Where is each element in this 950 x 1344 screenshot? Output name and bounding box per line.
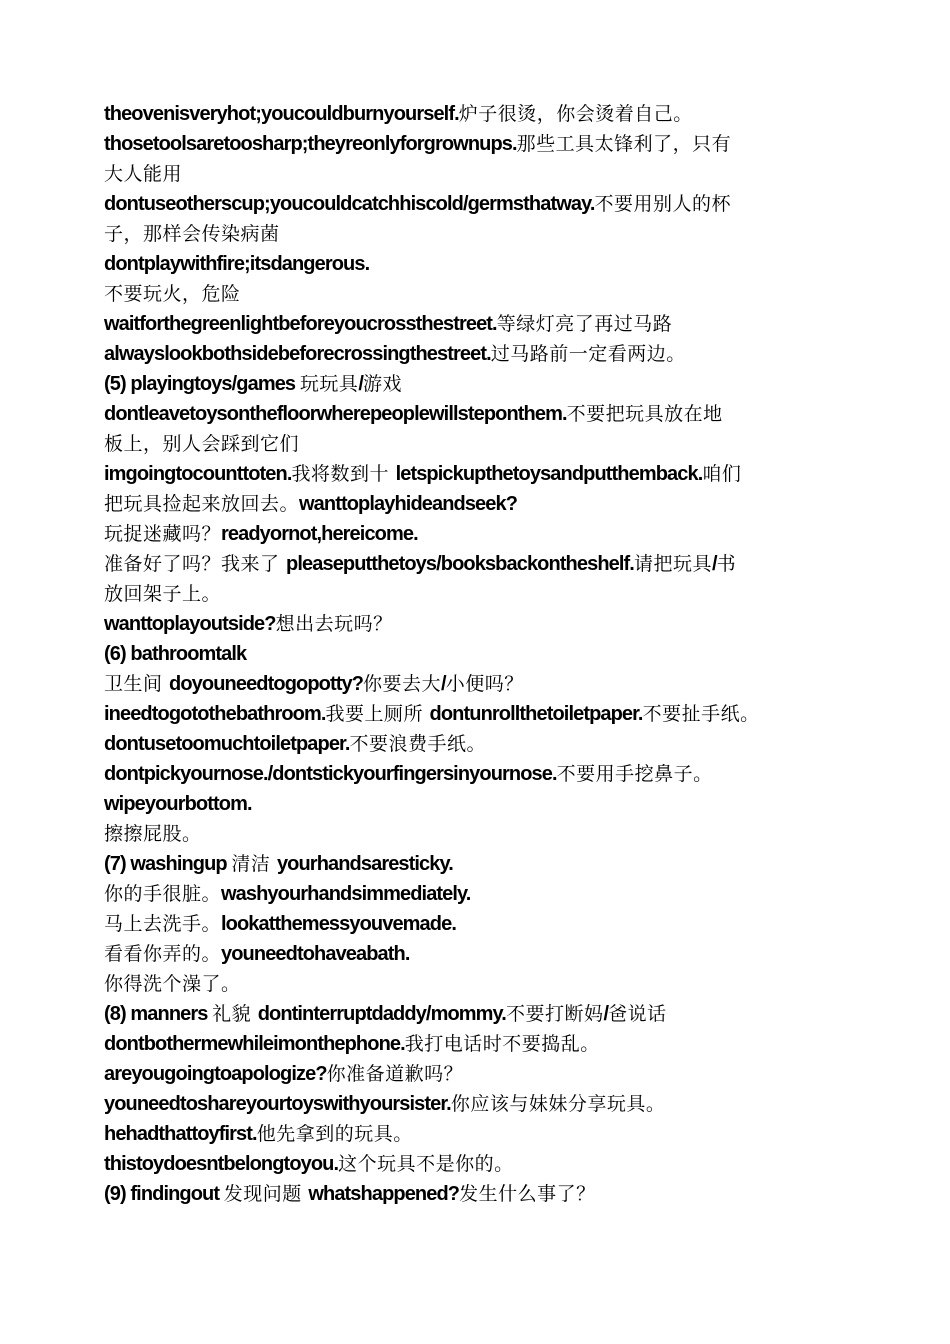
english-phrase: readyornot,hereicome. bbox=[221, 523, 418, 545]
english-phrase: hehadthattoyfirst. bbox=[104, 1123, 257, 1145]
text-line bbox=[104, 188, 884, 218]
chinese-phrase: 把玩具捡起来放回去。 bbox=[104, 493, 300, 515]
chinese-phrase: 擦擦屁股。 bbox=[104, 823, 202, 845]
text-line bbox=[104, 368, 884, 398]
text-line bbox=[104, 608, 884, 638]
text-line bbox=[104, 878, 884, 908]
english-phrase: (8) manners bbox=[104, 1003, 213, 1025]
chinese-phrase: 我要上厕所 bbox=[325, 703, 430, 725]
text-line bbox=[104, 1178, 884, 1208]
chinese-phrase: 礼貌 bbox=[212, 1003, 258, 1025]
english-phrase: wanttoplayhideandseek? bbox=[299, 493, 518, 515]
chinese-phrase: 不要把玩具放在地 bbox=[566, 403, 723, 425]
english-phrase: / bbox=[441, 673, 446, 695]
chinese-phrase: 我将数到十 bbox=[291, 463, 396, 485]
text-line bbox=[104, 428, 884, 458]
english-phrase: areyougoingtoapologize? bbox=[104, 1063, 327, 1085]
text-line bbox=[104, 278, 884, 308]
text-line bbox=[104, 668, 884, 698]
chinese-phrase: 清洁 bbox=[231, 853, 277, 875]
document-page bbox=[104, 98, 884, 1208]
chinese-phrase: 看看你弄的。 bbox=[104, 943, 222, 965]
chinese-phrase: 准备好了吗？我来了 bbox=[104, 553, 287, 575]
english-phrase: wipeyourbottom. bbox=[104, 793, 252, 815]
text-line bbox=[104, 1118, 884, 1148]
chinese-phrase: 爸说话 bbox=[608, 1003, 667, 1025]
text-line bbox=[104, 218, 884, 248]
chinese-phrase: 想出去玩吗？ bbox=[275, 613, 393, 635]
chinese-phrase: 你应该与妹妹分享玩具。 bbox=[450, 1093, 666, 1115]
english-phrase: youneedtoshareyourtoyswithyoursister. bbox=[104, 1093, 451, 1115]
chinese-phrase: 那些工具太锋利了，只有 bbox=[516, 133, 732, 155]
text-line bbox=[104, 758, 884, 788]
english-phrase: dontuseotherscup;youcouldcatchhiscold/germsthatway. bbox=[104, 193, 595, 215]
text-line bbox=[104, 338, 884, 368]
text-line bbox=[104, 458, 884, 488]
english-phrase: doyouneedtogopotty? bbox=[169, 673, 364, 695]
chinese-phrase: 马上去洗手。 bbox=[104, 913, 222, 935]
chinese-phrase: 大人能用 bbox=[104, 163, 183, 185]
text-line bbox=[104, 938, 884, 968]
text-line bbox=[104, 728, 884, 758]
english-phrase: thosetoolsaretoosharp;theyreonlyforgrownups. bbox=[104, 133, 517, 155]
english-phrase: waitforthegreenlightbeforeyoucrossthestreet. bbox=[104, 313, 497, 335]
chinese-phrase: 不要浪费手纸。 bbox=[349, 733, 487, 755]
text-line bbox=[104, 308, 884, 338]
chinese-phrase: 咱们 bbox=[702, 463, 742, 485]
chinese-phrase: 发现问题 bbox=[223, 1183, 309, 1205]
chinese-phrase: 不要打断妈 bbox=[505, 1003, 604, 1025]
text-line bbox=[104, 158, 884, 188]
chinese-phrase: 不要用别人的杯 bbox=[594, 193, 731, 215]
english-phrase: alwayslookbothsidebeforecrossingthestreet. bbox=[104, 343, 491, 365]
text-line bbox=[104, 698, 884, 728]
chinese-phrase: 游戏 bbox=[363, 373, 403, 395]
english-phrase: ineedtogotothebathroom. bbox=[104, 703, 326, 725]
text-line bbox=[104, 518, 884, 548]
chinese-phrase: 不要扯手纸。 bbox=[642, 703, 760, 725]
text-line bbox=[104, 818, 884, 848]
chinese-phrase: 你准备道歉吗？ bbox=[326, 1063, 464, 1085]
english-phrase: (6) bathroomtalk bbox=[104, 643, 247, 665]
english-phrase: letspickupthetoysandputthemback. bbox=[395, 463, 703, 485]
english-phrase: yourhandsaresticky. bbox=[276, 853, 453, 875]
english-phrase: / bbox=[358, 373, 364, 395]
english-phrase: / bbox=[603, 1003, 609, 1025]
english-phrase: youneedtohaveabath. bbox=[221, 943, 410, 965]
english-phrase: lookatthemessyouvemade. bbox=[221, 913, 456, 935]
chinese-phrase: 他先拿到的玩具。 bbox=[256, 1123, 413, 1145]
chinese-phrase: 子，那样会传染病菌 bbox=[104, 223, 280, 245]
english-phrase: dontunrollthetoiletpaper. bbox=[429, 703, 643, 725]
english-phrase: dontplaywithfire;itsdangerous. bbox=[104, 253, 370, 275]
chinese-phrase: 卫生间 bbox=[104, 673, 170, 695]
text-line bbox=[104, 548, 884, 578]
chinese-phrase: 等绿灯亮了再过马路 bbox=[496, 313, 673, 335]
chinese-phrase: 不要玩火，危险 bbox=[104, 283, 241, 305]
text-line bbox=[104, 1028, 884, 1058]
chinese-phrase: 你得洗个澡了。 bbox=[104, 973, 241, 995]
english-phrase: dontinterruptdaddy/mommy. bbox=[257, 1003, 506, 1025]
chinese-phrase: 小便吗？ bbox=[445, 673, 524, 695]
text-line bbox=[104, 968, 884, 998]
english-phrase: washyourhandsimmediately. bbox=[221, 883, 471, 905]
chinese-phrase: 玩捉迷藏吗？ bbox=[104, 523, 222, 545]
text-line bbox=[104, 248, 884, 278]
english-phrase: pleaseputthetoys/booksbackontheshelf. bbox=[286, 553, 634, 575]
chinese-phrase: 我打电话时不要捣乱。 bbox=[404, 1033, 600, 1055]
english-phrase: / bbox=[711, 553, 717, 575]
english-phrase: dontleavetoysonthefloorwherepeoplewillsteponthem. bbox=[104, 403, 567, 425]
chinese-phrase: 过马路前一定看两边。 bbox=[490, 343, 686, 365]
chinese-phrase: 玩玩具 bbox=[299, 373, 359, 395]
english-phrase: whatshappened? bbox=[308, 1183, 460, 1205]
chinese-phrase: 请把玩具 bbox=[633, 553, 712, 575]
text-line bbox=[104, 488, 884, 518]
english-phrase: dontpickyournose./dontstickyourfingersinyournose. bbox=[104, 763, 557, 785]
text-line bbox=[104, 128, 884, 158]
english-phrase: (7) washingup bbox=[104, 853, 232, 875]
english-phrase: dontusetoomuchtoiletpaper. bbox=[104, 733, 350, 755]
chinese-phrase: 板上，别人会踩到它们 bbox=[104, 433, 300, 455]
chinese-phrase: 这个玩具不是你的。 bbox=[338, 1153, 514, 1175]
text-line bbox=[104, 1058, 884, 1088]
text-line bbox=[104, 578, 884, 608]
text-line bbox=[104, 998, 884, 1028]
english-phrase: theovenisveryhot;youcouldburnyourself. bbox=[104, 103, 459, 125]
chinese-phrase: 炉子很烫，你会烫着自己。 bbox=[458, 103, 693, 125]
english-phrase: dontbothermewhileimonthephone. bbox=[104, 1033, 405, 1055]
english-phrase: (9) findingout bbox=[104, 1183, 224, 1205]
english-phrase: wanttoplayoutside? bbox=[104, 613, 276, 635]
english-phrase: (5) playingtoys/games bbox=[104, 373, 300, 395]
text-line bbox=[104, 908, 884, 938]
chinese-phrase: 你要去大 bbox=[363, 673, 442, 695]
text-line bbox=[104, 638, 884, 668]
text-line bbox=[104, 788, 884, 818]
chinese-phrase: 放回架子上。 bbox=[104, 583, 222, 605]
chinese-phrase: 你的手很脏。 bbox=[104, 883, 222, 905]
text-line bbox=[104, 398, 884, 428]
english-phrase: imgoingtocounttoten. bbox=[104, 463, 292, 485]
text-line bbox=[104, 1148, 884, 1178]
text-line bbox=[104, 98, 884, 128]
chinese-phrase: 不要用手挖鼻子。 bbox=[556, 763, 713, 785]
chinese-phrase: 书 bbox=[716, 553, 737, 575]
chinese-phrase: 发生什么事了？ bbox=[459, 1183, 596, 1205]
english-phrase: thistoydoesntbelongtoyou. bbox=[104, 1153, 339, 1175]
text-line bbox=[104, 848, 884, 878]
text-line bbox=[104, 1088, 884, 1118]
